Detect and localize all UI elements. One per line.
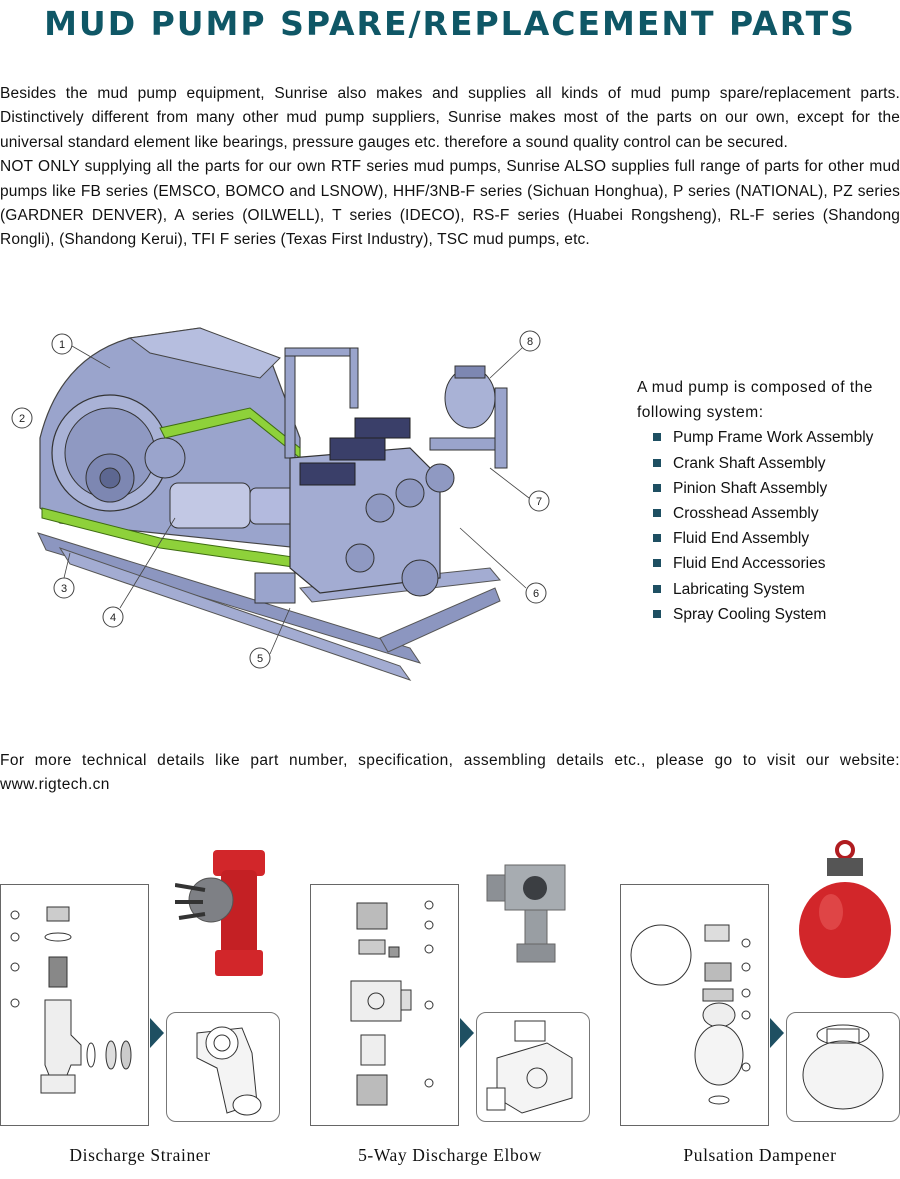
list-item: Spray Cooling System	[653, 602, 900, 627]
list-item: Pinion Shaft Assembly	[653, 476, 900, 501]
part-caption: Pulsation Dampener	[683, 1145, 837, 1165]
exploded-drawing-dampener	[620, 884, 769, 1126]
exploded-drawing-elbow	[310, 884, 459, 1126]
elbow-sketch-icon	[477, 1013, 589, 1121]
svg-text:1: 1	[58, 339, 66, 351]
list-item: Crosshead Assembly	[653, 501, 900, 526]
svg-text:5: 5	[256, 653, 264, 665]
callout-7	[490, 468, 549, 511]
page-title: MUD PUMP SPARE/REPLACEMENT PARTS	[44, 4, 856, 43]
part-discharge-strainer	[0, 840, 290, 1170]
dampener-detail-view	[786, 1012, 900, 1122]
elbow-photo-icon	[485, 860, 575, 970]
dampener-drawing-icon	[621, 885, 768, 1125]
strainer-drawing-icon	[1, 885, 148, 1125]
intro-paragraph-2: NOT ONLY supplying all the parts for our own RTF series mud pumps, Sunrise ALSO supplies full range of parts for other mud pumps like FB series (EMSCO, BOMCO and LSNOW), HHF/3NB-F series (Sichuan Honghua), P series (NATIONAL), PZ series (GARDNER DENVER), A series (OILWELL), T series (IDECO), RS-F series (Huabei Rongsheng), RL-F series (Shandong Rongli), (Shandong Kerui), TFI F series (Texas First Industry), TSC mud pumps, etc.	[0, 158, 900, 249]
svg-text:6: 6	[532, 588, 540, 600]
systems-lead: A mud pump is composed of the following system:	[637, 379, 873, 422]
callout-8	[490, 331, 540, 378]
systems-list	[637, 375, 900, 627]
strainer-sketch-icon	[167, 1013, 279, 1121]
list-item: Labricating System	[653, 577, 900, 602]
part-caption: 5-Way Discharge Elbow	[358, 1145, 542, 1165]
callout-2	[12, 408, 32, 428]
svg-text:4: 4	[109, 612, 117, 624]
mud-pump-diagram	[0, 318, 620, 698]
svg-text:7: 7	[535, 496, 543, 508]
elbow-detail-view	[476, 1012, 590, 1122]
elbow-photo	[485, 860, 575, 975]
strainer-photo-icon	[175, 840, 275, 980]
svg-text:8: 8	[526, 336, 534, 348]
strainer-detail-view	[166, 1012, 280, 1122]
strainer-photo	[175, 840, 275, 985]
detail-pointer-icon	[150, 1018, 164, 1048]
intro-paragraph-1: Besides the mud pump equipment, Sunrise also makes and supplies all kinds of mud pump spare/replacement parts. Distinctively different from many other mud pump suppliers, Sunrise makes most of the parts on our own, except for the universal standard element like bearings, pressure gauges etc. therefore a sound quality control can be secured.	[0, 85, 900, 151]
part-caption: Discharge Strainer	[69, 1145, 211, 1165]
part-pulsation-dampener	[620, 840, 900, 1170]
mud-pump-illustration	[0, 318, 620, 698]
callout-6	[460, 528, 546, 603]
website-note: For more technical details like part number, specification, assembling details etc., please go to visit our website: www.rigtech.cn	[0, 752, 900, 794]
svg-text:3: 3	[60, 583, 68, 595]
list-item: Fluid End Accessories	[653, 551, 900, 576]
detail-pointer-icon	[770, 1018, 784, 1048]
part-5-way-discharge-elbow	[310, 840, 600, 1170]
dampener-photo	[795, 840, 895, 985]
list-item: Fluid End Assembly	[653, 526, 900, 551]
dampener-sketch-icon	[787, 1013, 899, 1121]
dampener-photo-icon	[795, 840, 895, 980]
intro-text	[0, 82, 900, 253]
exploded-drawing-strainer	[0, 884, 149, 1126]
svg-text:2: 2	[18, 413, 26, 425]
systems-items	[637, 425, 900, 627]
list-item: Pump Frame Work Assembly	[653, 425, 900, 450]
list-item: Crank Shaft Assembly	[653, 451, 900, 476]
detail-pointer-icon	[460, 1018, 474, 1048]
elbow-drawing-icon	[311, 885, 458, 1125]
